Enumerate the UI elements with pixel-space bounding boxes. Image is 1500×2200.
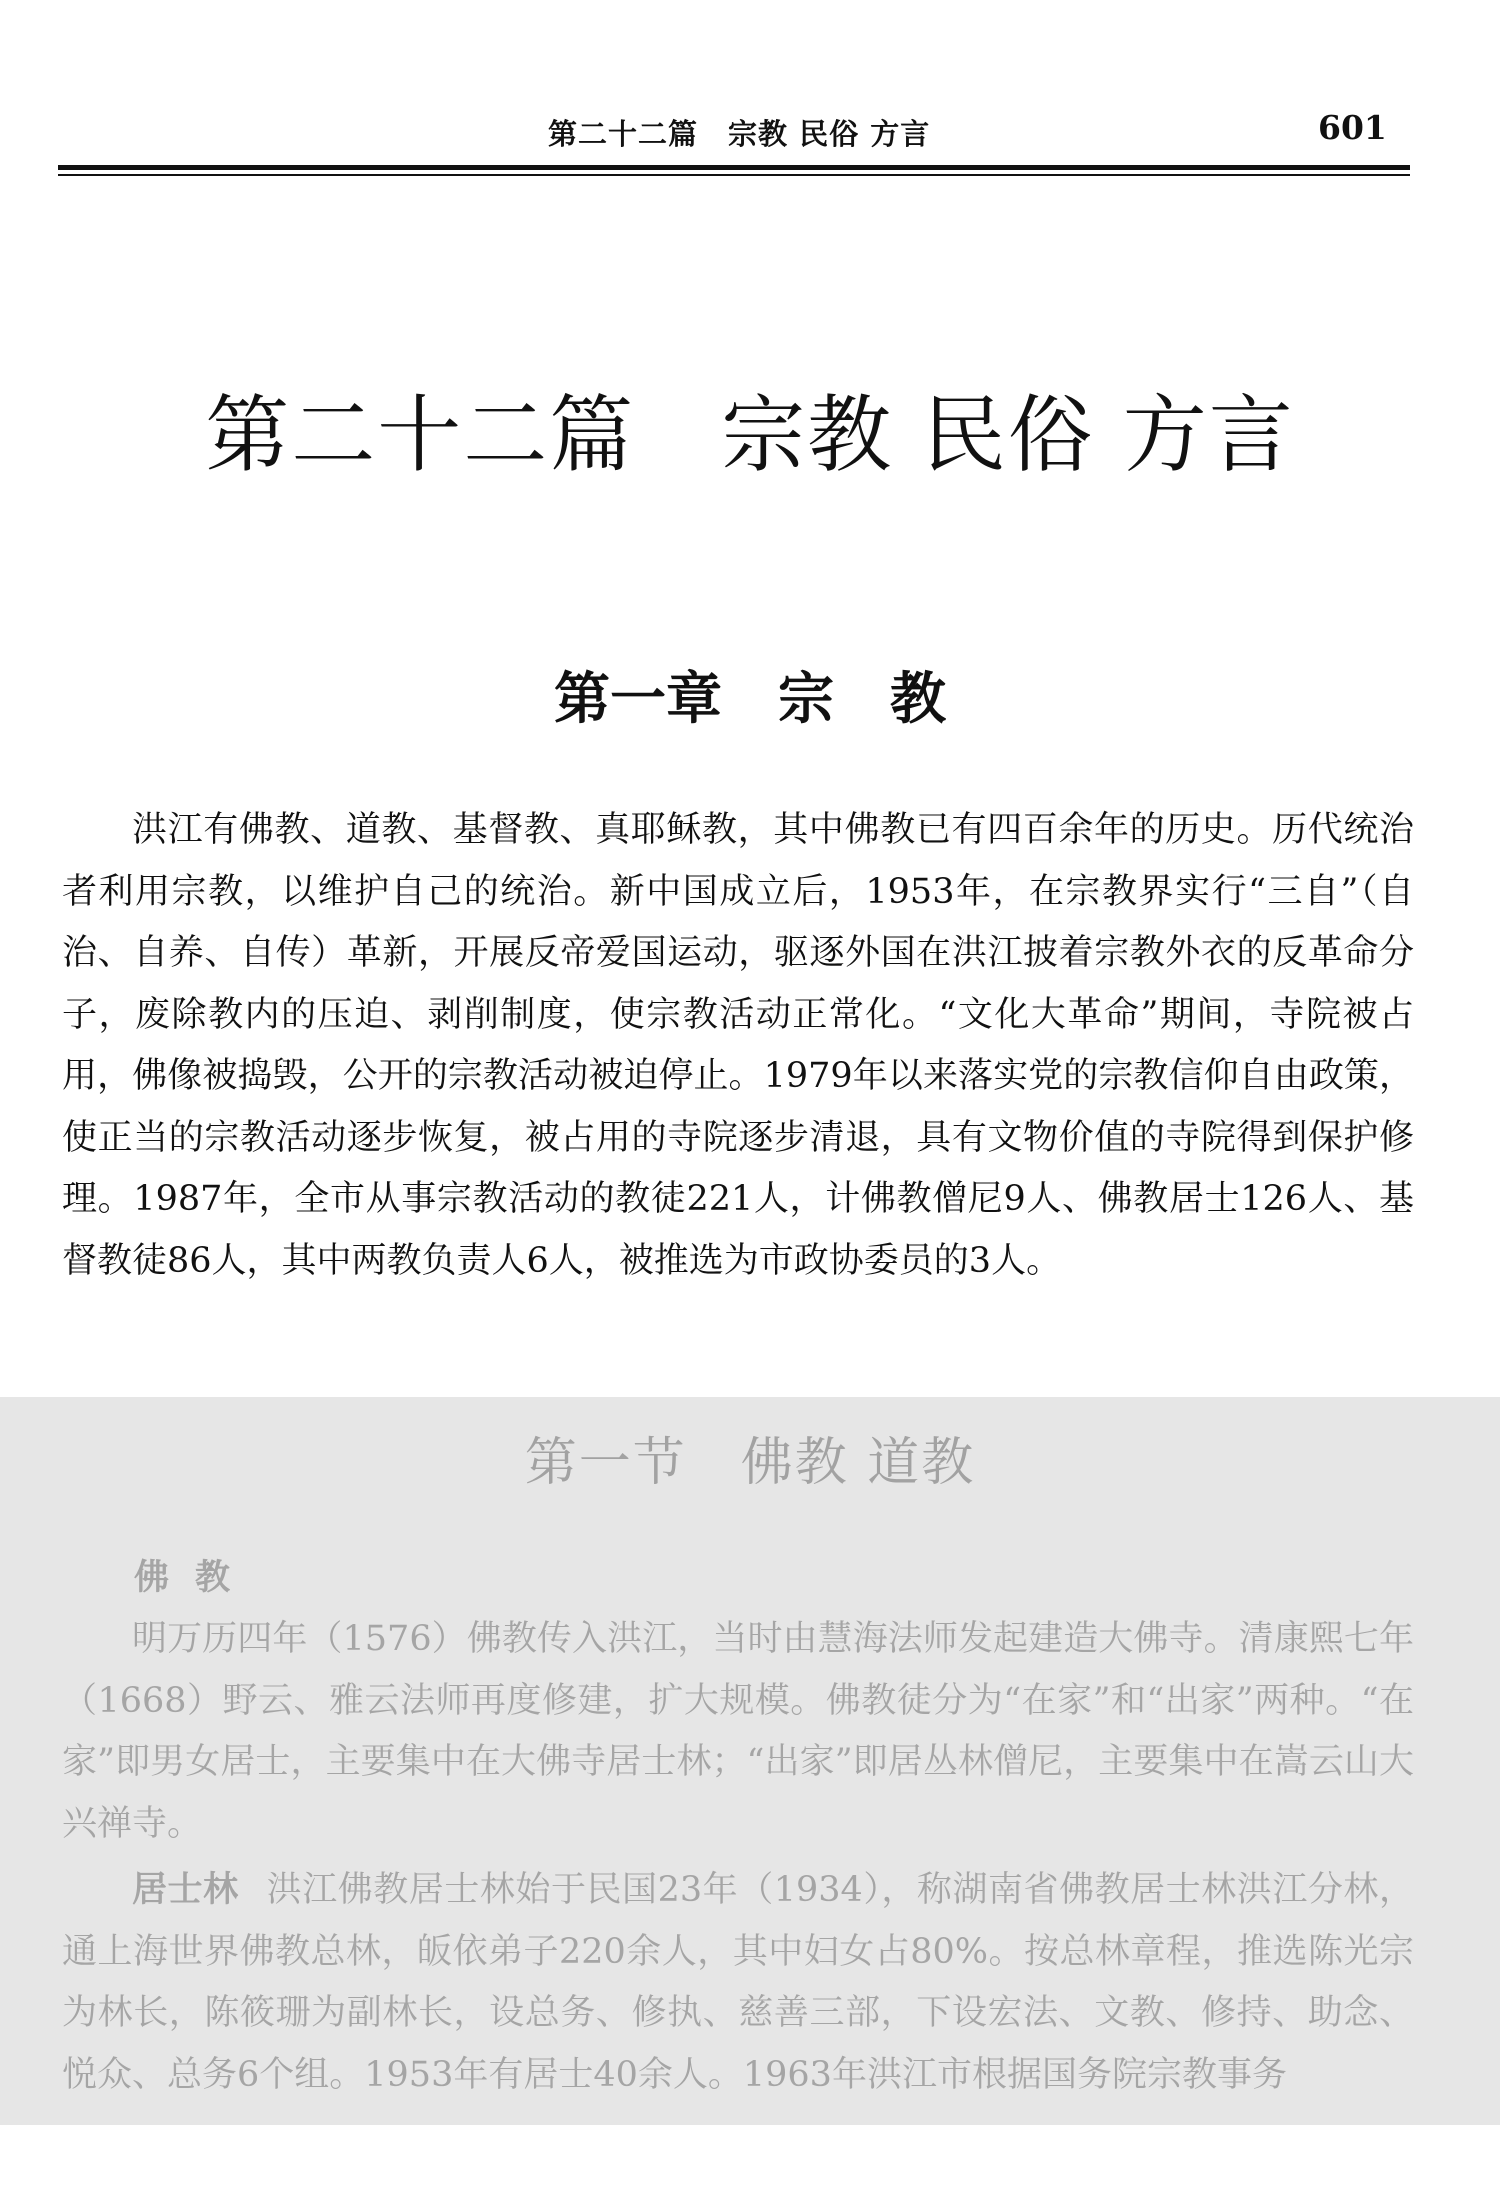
buddhism-paragraph: 明万历四年（1576）佛教传入洪江，当时由慧海法师发起建造大佛寺。清康熙七年（1668）野云、雅云法师再度修建，扩大规模。佛教徒分为“在家”和“出家”两种。“在家”即男女居士，主要集中在大佛寺居士林；“出家”即居丛林僧尼，主要集中在嵩云山大兴禅寺。 <box>62 1619 1414 1844</box>
header-rule-thin <box>58 174 1410 176</box>
chapter-title: 第一章 宗 教 <box>554 667 946 732</box>
section-title: 第一节 佛教 道教 <box>524 1433 976 1493</box>
running-title: 第二十二篇 宗教 民俗 方言 <box>548 117 931 151</box>
jushilin-heading: 居士林 <box>132 1870 239 1910</box>
running-header <box>0 108 1500 152</box>
jushilin-paragraph <box>62 1860 1414 2106</box>
page-number: 601 <box>1318 108 1387 147</box>
jushilin-text: 洪江佛教居士林始于民国23年（1934），称湖南省佛教居士林洪江分林，通上海世界佛教总林，皈依弟子220余人，其中妇女占80%。按总林章程，推选陈光宗为林长，陈筱珊为副林长，设总务、修执、慈善三部，下设宏法、文教、修持、助念、悦众、总务6个组。1953年有居士40余人。1963年洪江市根据国务院宗教事务 <box>62 1870 1414 2095</box>
intro-paragraph: 洪江有佛教、道教、基督教、真耶稣教，其中佛教已有四百余年的历史。历代统治者利用宗教，以维护自己的统治。新中国成立后，1953年，在宗教界实行“三自”（自治、自养、自传）革新，开展反帝爱国运动，驱逐外国在洪江披着宗教外衣的反革命分子，废除教内的压迫、剥削制度，使宗教活动正常化。“文化大革命”期间，寺院被占用，佛像被捣毁，公开的宗教活动被迫停止。1979年以来落实党的宗教信仰自由政策，使正当的宗教活动逐步恢复，被占用的寺院逐步清退，具有文物价值的寺院得到保护修理。1987年，全市从事宗教活动的教徒221人，计佛教僧尼9人、佛教居士126人、基督教徒86人，其中两教负责人6人，被推选为市政协委员的3人。 <box>62 810 1414 1281</box>
subheading-buddhism: 佛教 <box>134 1558 257 1598</box>
header-rule-thick <box>58 165 1410 170</box>
part-title: 第二十二篇 宗教 民俗 方言 <box>205 386 1295 484</box>
